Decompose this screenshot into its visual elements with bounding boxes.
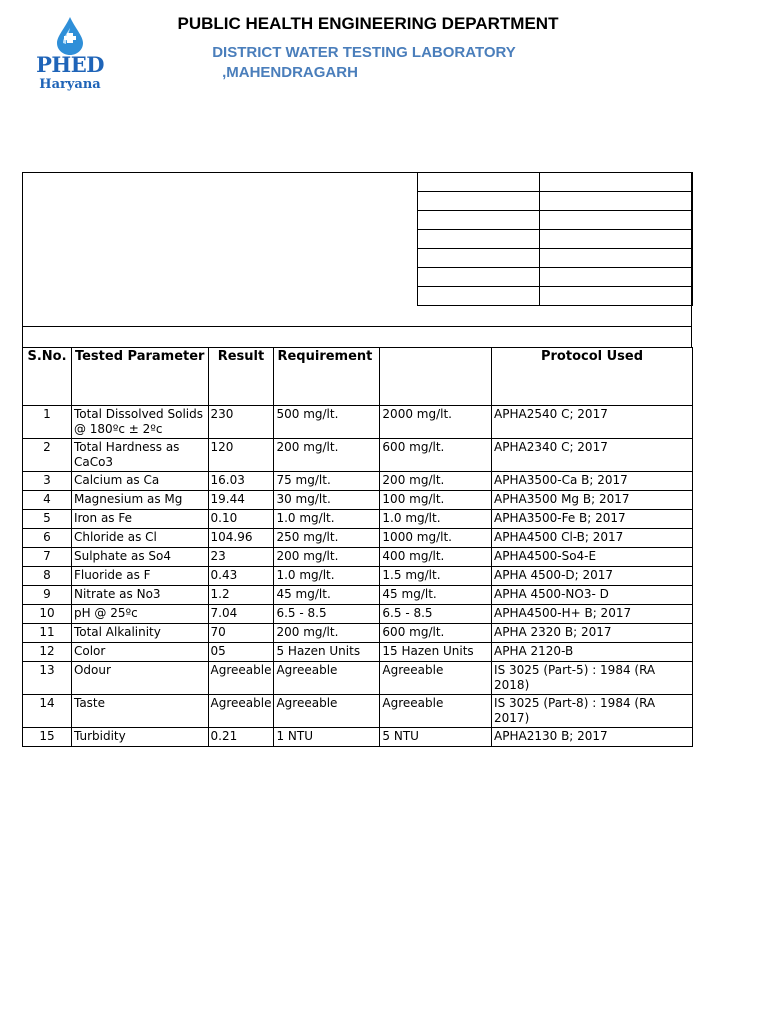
cell-requirement: 6.5 - 8.5 <box>274 605 380 624</box>
table-row <box>23 439 693 472</box>
laboratory-location: ,MAHENDRAGARH <box>222 64 358 81</box>
cell-result: 230 <box>208 406 274 439</box>
cell-requirement: Agreeable <box>274 662 380 695</box>
details-row <box>418 287 693 306</box>
cell-result: 0.10 <box>208 510 274 529</box>
cell-protocol: APHA 2320 B; 2017 <box>492 624 693 643</box>
cell-permissible-limit: 1.5 mg/lt. <box>380 567 492 586</box>
table-row <box>23 491 693 510</box>
cell-protocol: APHA 4500-D; 2017 <box>492 567 693 586</box>
cell-permissible-limit: 2000 mg/lt. <box>380 406 492 439</box>
details-row <box>418 192 693 211</box>
cell-result: 0.21 <box>208 728 274 747</box>
table-row <box>23 529 693 548</box>
cell-protocol: IS 3025 (Part-8) : 1984 (RA 2017) <box>492 695 693 728</box>
cell-sno: 1 <box>23 406 72 439</box>
cell-requirement: 1 NTU <box>274 728 380 747</box>
details-row <box>418 230 693 249</box>
cell-requirement: 30 mg/lt. <box>274 491 380 510</box>
cell-protocol: IS 3025 (Part-5) : 1984 (RA 2018) <box>492 662 693 695</box>
cell-permissible-limit: 100 mg/lt. <box>380 491 492 510</box>
cell-permissible-limit: 1000 mg/lt. <box>380 529 492 548</box>
cell-requirement: 75 mg/lt. <box>274 472 380 491</box>
cell-result: 05 <box>208 643 274 662</box>
department-title: PUBLIC HEALTH ENGINEERING DEPARTMENT <box>177 14 559 33</box>
logo-text-haryana: Haryana <box>39 77 101 92</box>
column-header-parameter: Tested Parameter <box>71 348 208 406</box>
cell-protocol: APHA4500-So4-E <box>492 548 693 567</box>
cell-result: 7.04 <box>208 605 274 624</box>
column-header-protocol: Protocol Used <box>492 348 693 406</box>
table-row <box>23 567 693 586</box>
cell-sno: 10 <box>23 605 72 624</box>
cell-permissible-limit: 1.0 mg/lt. <box>380 510 492 529</box>
cell-protocol: APHA 4500-NO3- D <box>492 586 693 605</box>
cell-result: 70 <box>208 624 274 643</box>
cell-protocol: APHA2540 C; 2017 <box>492 406 693 439</box>
cell-parameter: Fluoride as F <box>71 567 208 586</box>
column-header-permissible <box>380 348 492 406</box>
cell-parameter: Iron as Fe <box>71 510 208 529</box>
details-row <box>418 249 693 268</box>
table-row <box>23 605 693 624</box>
cell-permissible-limit: 200 mg/lt. <box>380 472 492 491</box>
table-row <box>23 548 693 567</box>
cell-permissible-limit: 6.5 - 8.5 <box>380 605 492 624</box>
water-drop-icon <box>52 16 88 56</box>
cell-sno: 2 <box>23 439 72 472</box>
cell-permissible-limit: 45 mg/lt. <box>380 586 492 605</box>
cell-result: 23 <box>208 548 274 567</box>
cell-protocol: APHA 2120-B <box>492 643 693 662</box>
table-row <box>23 586 693 605</box>
cell-requirement: 5 Hazen Units <box>274 643 380 662</box>
cell-sno: 4 <box>23 491 72 510</box>
phed-logo <box>30 16 110 96</box>
table-row <box>23 406 693 439</box>
cell-result: Agreeable <box>208 695 274 728</box>
cell-permissible-limit: Agreeable <box>380 662 492 695</box>
cell-sno: 14 <box>23 695 72 728</box>
cell-result: 104.96 <box>208 529 274 548</box>
cell-requirement: 200 mg/lt. <box>274 439 380 472</box>
cell-parameter: Sulphate as So4 <box>71 548 208 567</box>
cell-parameter: Odour <box>71 662 208 695</box>
cell-protocol: APHA2340 C; 2017 <box>492 439 693 472</box>
cell-parameter: Chloride as Cl <box>71 529 208 548</box>
table-row <box>23 472 693 491</box>
cell-parameter: Turbidity <box>71 728 208 747</box>
details-row <box>418 173 693 192</box>
cell-sno: 9 <box>23 586 72 605</box>
cell-result: Agreeable <box>208 662 274 695</box>
cell-sno: 13 <box>23 662 72 695</box>
cell-protocol: APHA3500-Fe B; 2017 <box>492 510 693 529</box>
cell-sno: 8 <box>23 567 72 586</box>
cell-requirement: 200 mg/lt. <box>274 548 380 567</box>
cell-result: 1.2 <box>208 586 274 605</box>
cell-parameter: Calcium as Ca <box>71 472 208 491</box>
cell-permissible-limit: 5 NTU <box>380 728 492 747</box>
cell-result: 16.03 <box>208 472 274 491</box>
cell-result: 120 <box>208 439 274 472</box>
cell-result: 0.43 <box>208 567 274 586</box>
cell-sno: 7 <box>23 548 72 567</box>
details-row <box>418 268 693 287</box>
cell-parameter: Total Hardness as CaCo3 <box>71 439 208 472</box>
cell-parameter: pH @ 25ºc <box>71 605 208 624</box>
test-results-table <box>22 347 693 747</box>
cell-permissible-limit: Agreeable <box>380 695 492 728</box>
cell-protocol: APHA4500 Cl-B; 2017 <box>492 529 693 548</box>
cell-protocol: APHA4500-H+ B; 2017 <box>492 605 693 624</box>
cell-permissible-limit: 600 mg/lt. <box>380 439 492 472</box>
table-row <box>23 624 693 643</box>
cell-requirement: 250 mg/lt. <box>274 529 380 548</box>
cell-requirement: 200 mg/lt. <box>274 624 380 643</box>
cell-protocol: APHA3500-Ca B; 2017 <box>492 472 693 491</box>
cell-protocol: APHA2130 B; 2017 <box>492 728 693 747</box>
cell-result: 19.44 <box>208 491 274 510</box>
table-row <box>23 728 693 747</box>
cell-requirement: 500 mg/lt. <box>274 406 380 439</box>
column-header-result: Result <box>208 348 274 406</box>
cell-permissible-limit: 600 mg/lt. <box>380 624 492 643</box>
cell-sno: 15 <box>23 728 72 747</box>
table-row <box>23 695 693 728</box>
table-row <box>23 510 693 529</box>
cell-permissible-limit: 15 Hazen Units <box>380 643 492 662</box>
cell-permissible-limit: 400 mg/lt. <box>380 548 492 567</box>
cell-parameter: Total Dissolved Solids @ 180ºc ± 2ºc <box>71 406 208 439</box>
sample-details-grid <box>417 172 693 306</box>
column-header-sno: S.No. <box>23 348 72 406</box>
cell-sno: 3 <box>23 472 72 491</box>
table-header-row <box>23 348 693 406</box>
cell-parameter: Total Alkalinity <box>71 624 208 643</box>
cell-requirement: 1.0 mg/lt. <box>274 510 380 529</box>
cell-parameter: Nitrate as No3 <box>71 586 208 605</box>
table-row <box>23 643 693 662</box>
cell-sno: 12 <box>23 643 72 662</box>
laboratory-name: DISTRICT WATER TESTING LABORATORY <box>212 44 516 61</box>
column-header-requirement: Requirement <box>274 348 380 406</box>
cell-parameter: Taste <box>71 695 208 728</box>
cell-protocol: APHA3500 Mg B; 2017 <box>492 491 693 510</box>
cell-requirement: 45 mg/lt. <box>274 586 380 605</box>
cell-sno: 6 <box>23 529 72 548</box>
details-row <box>418 211 693 230</box>
logo-text-phed: PHED <box>36 52 104 77</box>
table-row <box>23 662 693 695</box>
cell-requirement: Agreeable <box>274 695 380 728</box>
blank-separator-row <box>22 326 692 347</box>
cell-parameter: Magnesium as Mg <box>71 491 208 510</box>
cell-requirement: 1.0 mg/lt. <box>274 567 380 586</box>
cell-sno: 11 <box>23 624 72 643</box>
cell-parameter: Color <box>71 643 208 662</box>
cell-sno: 5 <box>23 510 72 529</box>
